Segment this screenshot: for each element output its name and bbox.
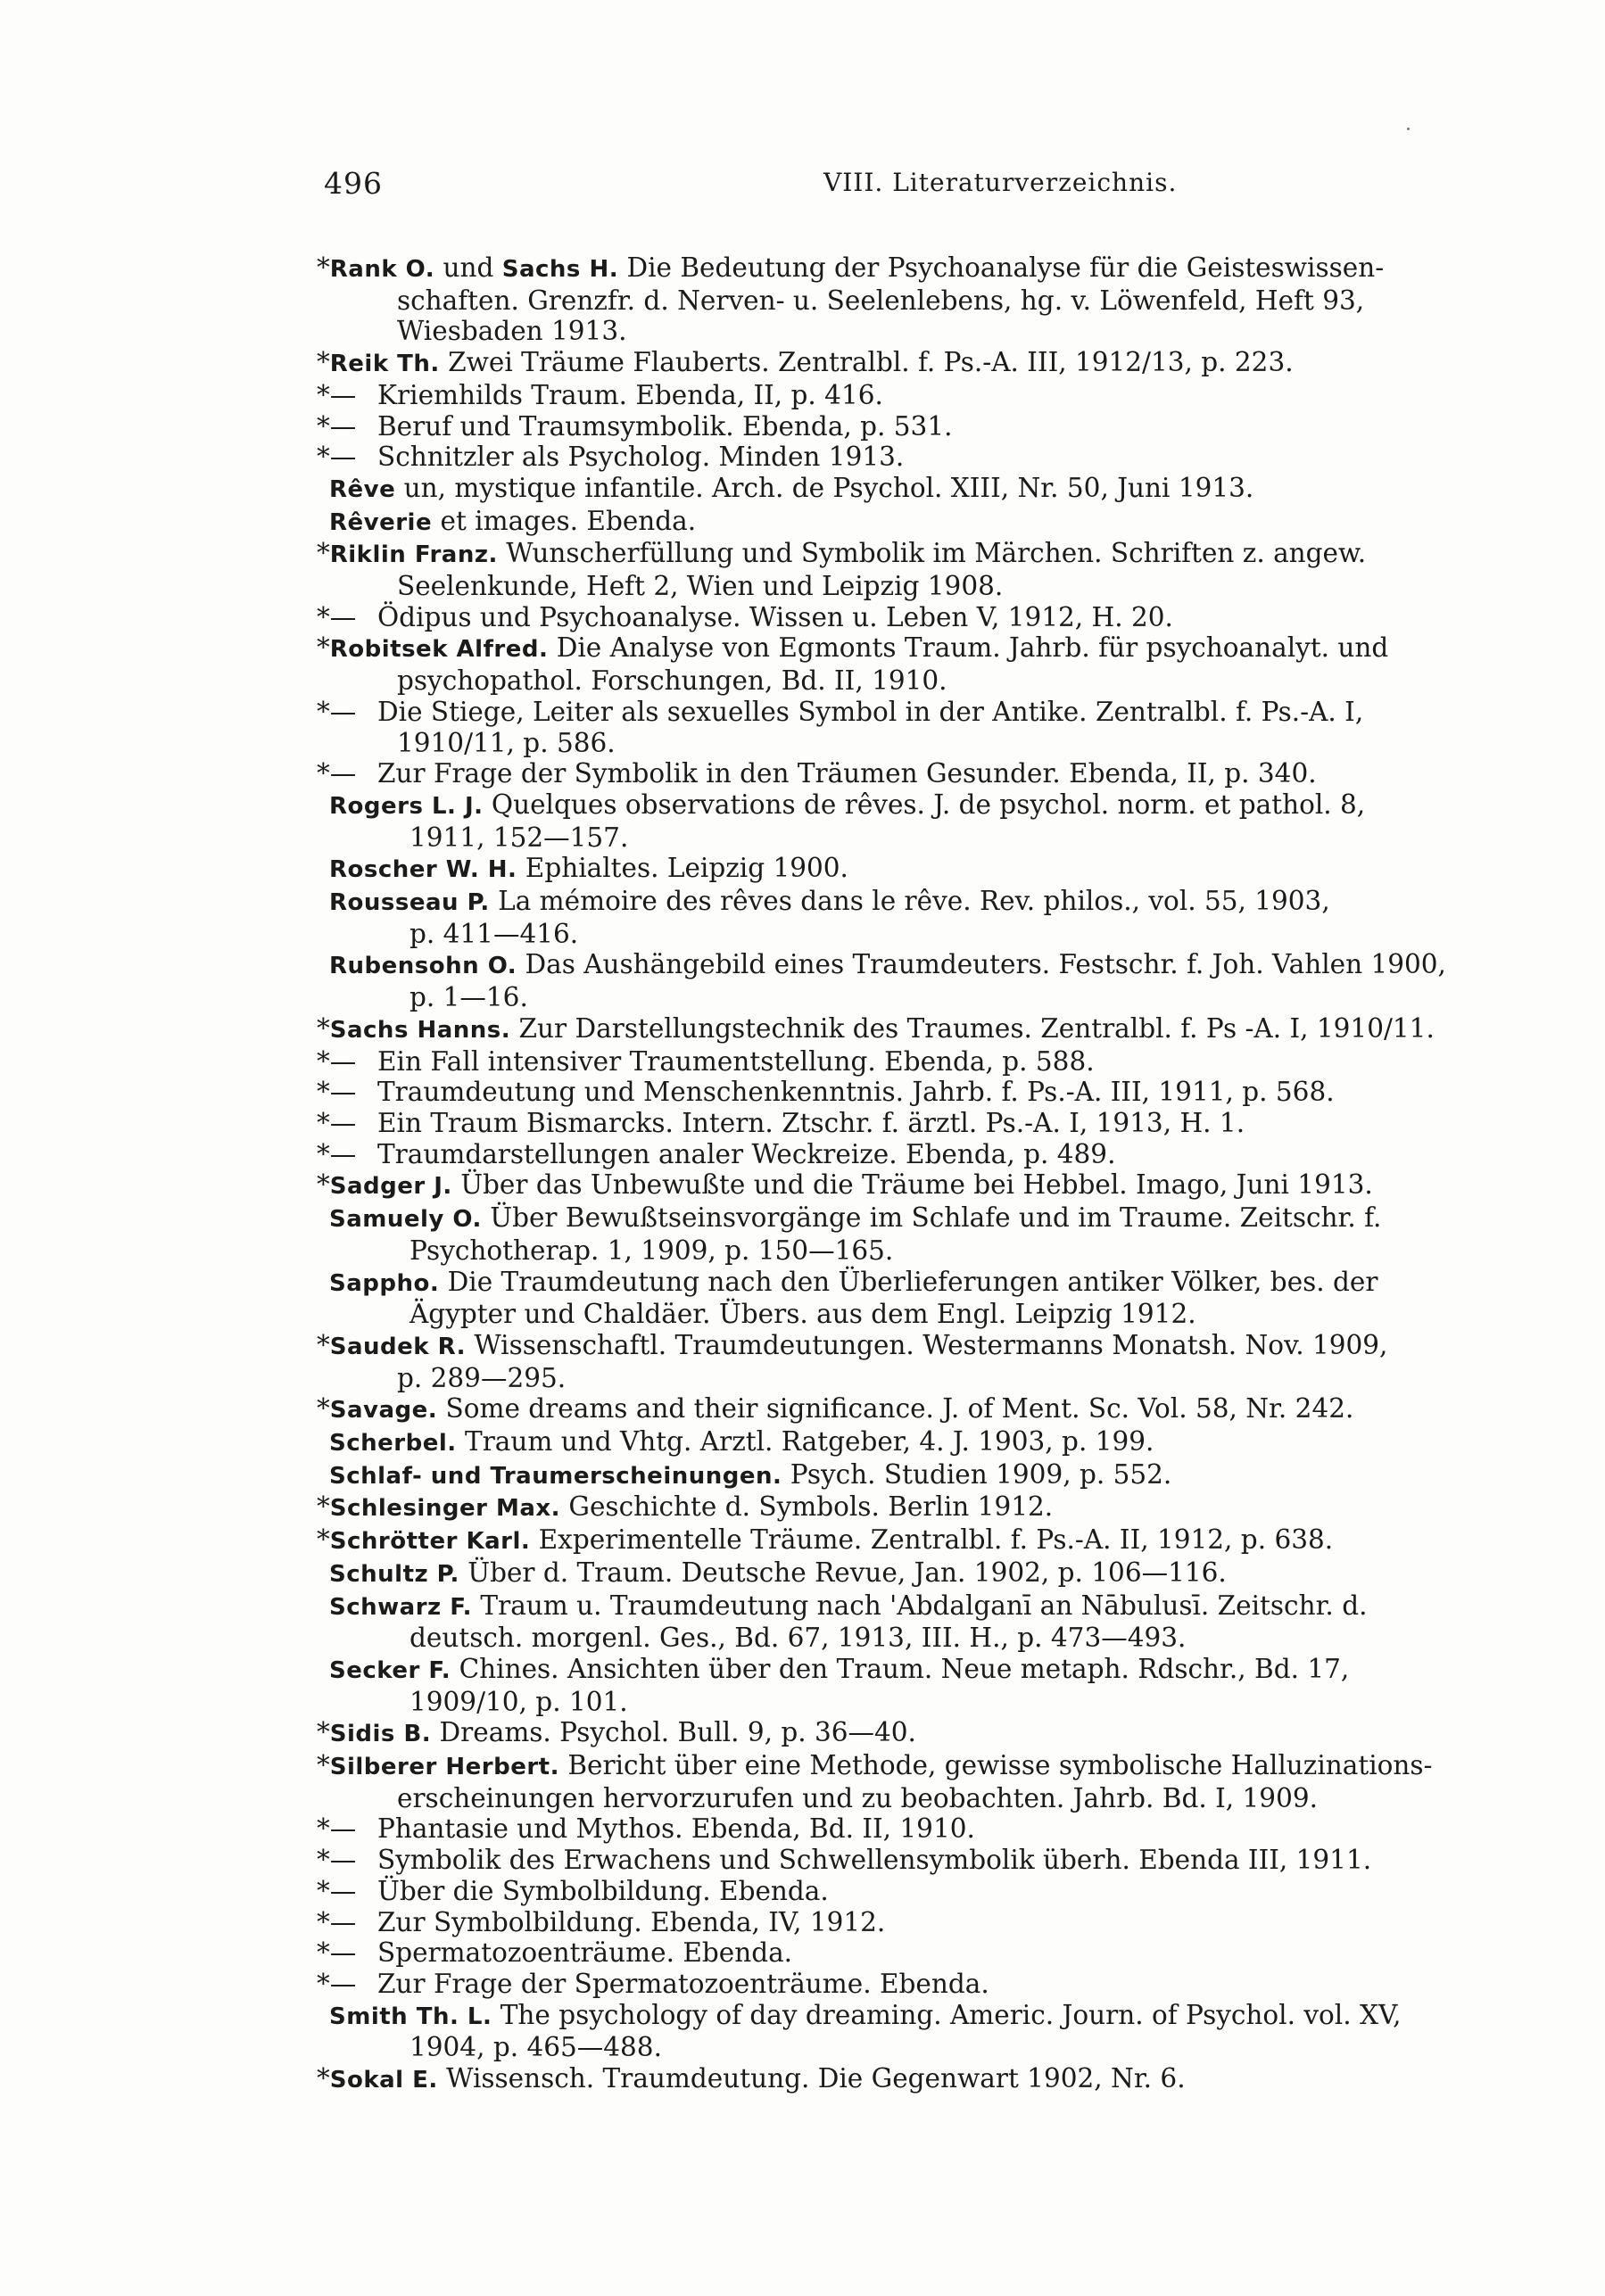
entry-marker: * xyxy=(317,632,330,664)
entry-marker: * xyxy=(317,1169,330,1201)
entry-text: Ein Traum Bismarcks. Intern. Ztschr. f. ärztl. Ps.-A. I, 1913, H. 1. xyxy=(377,1107,1245,1138)
entry-text: Zur Darstellungstechnik des Traumes. Zentralbl. f. Ps -A. I, 1910/11. xyxy=(510,1012,1435,1044)
entry-author: Sachs H. xyxy=(501,256,619,283)
entry-text: Symbolik des Erwachens und Schwellensymbolik überh. Ebenda III, 1911. xyxy=(377,1845,1372,1876)
entry-text: un, mystique infantile. Arch. de Psychol. XIII, Nr. 50, Juni 1913. xyxy=(395,472,1254,503)
entry-marker: *— xyxy=(317,1845,357,1876)
bibliography-entry xyxy=(317,789,1468,853)
entry-author: Sachs Hanns. xyxy=(329,1016,511,1044)
entry-author: Schultz P. xyxy=(329,1560,459,1588)
entry-author: Schwarz F. xyxy=(329,1593,473,1621)
entry-text-continuation: Wiesbaden 1913. xyxy=(397,316,627,347)
entry-author: Sokal E. xyxy=(329,2067,438,2094)
entry-text: Über Bewußtseinsvorgänge im Schlafe und im Traume. Zeitschr. f. xyxy=(481,1202,1382,1234)
entry-author: Savage. xyxy=(329,1397,438,1425)
bibliography-entry xyxy=(317,1876,1468,1907)
bibliography-entry xyxy=(317,411,1468,442)
entry-text: Über das Unbewußte und die Träume bei Hebbel. Imago, Juni 1913. xyxy=(451,1169,1373,1201)
entry-marker: * xyxy=(317,1491,330,1523)
entry-text: Wissensch. Traumdeutung. Die Gegenwart 1902, Nr. 6. xyxy=(437,2063,1186,2094)
bibliography-entry xyxy=(317,1108,1468,1139)
entry-text: Geschichte d. Symbols. Berlin 1912. xyxy=(560,1491,1054,1523)
entry-text: Traum und Vhtg. Arztl. Ratgeber, 4. J. 1903, p. 199. xyxy=(456,1426,1154,1458)
entry-author: Rank O. xyxy=(329,256,435,283)
entry-text: Zur Frage der Symbolik in den Träumen Gesunder. Ebenda, II, p. 340. xyxy=(377,758,1317,789)
bibliography-entry xyxy=(317,1169,1468,1202)
entry-author: Sappho. xyxy=(329,1269,440,1297)
entry-text: Traum u. Traumdeutung nach 'Abdalganī an Nābulusī. Zeitschr. d. xyxy=(472,1590,1368,1621)
entry-text-continuation: schaften. Grenzfr. d. Nerven- u. Seelenlebens, hg. v. Löwenfeld, Heft 93, xyxy=(397,285,1365,316)
entry-text: Schnitzler als Psycholog. Minden 1913. xyxy=(377,442,905,473)
bibliography-entry xyxy=(317,1426,1468,1459)
entry-author: Rêverie xyxy=(329,508,433,536)
bibliography-entry xyxy=(317,506,1468,539)
entry-author: Sidis B. xyxy=(329,1721,432,1748)
entry-text-continuation: deutsch. morgenl. Ges., Bd. 67, 1913, III. H., p. 473—493. xyxy=(410,1623,1187,1654)
entry-text: Über die Symbolbildung. Ebenda. xyxy=(377,1875,829,1906)
entry-author: Riklin Franz. xyxy=(329,541,498,569)
entry-marker: *— xyxy=(317,1138,357,1169)
entry-text-continuation: 1911, 152—157. xyxy=(410,822,629,853)
entry-text: Die Traumdeutung nach den Überlieferungen antiker Völker, bes. der xyxy=(439,1266,1378,1297)
entry-text: Quelques observations de rêves. J. de psychol. norm. et pathol. 8, xyxy=(483,789,1366,820)
bibliography-entry xyxy=(317,886,1468,949)
bibliography-entry xyxy=(317,1046,1468,1078)
entry-text: Zur Symbolbildung. Ebenda, IV, 1912. xyxy=(377,1906,886,1937)
entry-marker: *— xyxy=(317,410,357,442)
bibliography-entry xyxy=(317,1524,1468,1557)
entry-marker: *— xyxy=(317,601,357,632)
entry-marker: *— xyxy=(317,1045,357,1077)
bibliography-entry xyxy=(317,949,1468,1012)
bibliography-entry xyxy=(317,252,1468,347)
bibliography-entry xyxy=(317,1813,1468,1845)
bibliography-entry xyxy=(317,853,1468,886)
entry-text: Chines. Ansichten über den Traum. Neue metaph. Rdschr., Bd. 17, xyxy=(451,1653,1350,1684)
entry-text-continuation: erscheinungen hervorzurufen und zu beobachten. Jahrb. Bd. I, 1909. xyxy=(397,1782,1318,1813)
entry-text: Psych. Studien 1909, p. 552. xyxy=(782,1458,1172,1490)
bibliography-entry xyxy=(317,1845,1468,1876)
entry-text-continuation: Seelenkunde, Heft 2, Wien und Leipzig 1908. xyxy=(397,571,1004,602)
entry-text-continuation: 1909/10, p. 101. xyxy=(410,1686,628,1717)
bibliography-entry xyxy=(317,1590,1468,1654)
entry-text: et images. Ebenda. xyxy=(432,505,697,536)
page-number: 496 xyxy=(324,166,383,201)
entry-text: Das Aushängebild eines Traumdeuters. Festschr. f. Joh. Vahlen 1900, xyxy=(517,949,1446,980)
bibliography-entry xyxy=(317,1202,1468,1266)
entry-author: Smith Th. L. xyxy=(329,2003,492,2030)
entry-author: Robitsek Alfred. xyxy=(329,636,549,664)
entry-marker: *— xyxy=(317,1107,357,1138)
entry-marker: *— xyxy=(317,1937,357,1969)
entry-marker: * xyxy=(317,538,330,569)
bibliography-entry xyxy=(317,758,1468,789)
entry-author: Silberer Herbert. xyxy=(329,1754,559,1781)
entry-author: Scherbel. xyxy=(329,1430,457,1458)
entry-marker: *— xyxy=(317,1906,357,1937)
entry-text: Zur Frage der Spermatozoenträume. Ebenda. xyxy=(377,1968,989,1999)
bibliography-entry xyxy=(317,1077,1468,1108)
entry-marker: * xyxy=(317,1393,330,1425)
bibliography-entry xyxy=(317,538,1468,601)
bibliography-entry xyxy=(317,442,1468,473)
bibliography-entry xyxy=(317,1139,1468,1170)
bibliography-entry xyxy=(317,1330,1468,1393)
bibliography-entry xyxy=(317,1907,1468,1938)
entry-text: Traumdarstellungen analer Weckreize. Ebenda, p. 489. xyxy=(377,1138,1116,1169)
entry-marker: *— xyxy=(317,1077,357,1108)
entry-author: Rubensohn O. xyxy=(329,953,517,980)
entry-author: Rêve xyxy=(329,475,396,503)
bibliography-entry xyxy=(317,1557,1468,1590)
entry-text: Ein Fall intensiver Traumentstellung. Ebenda, p. 588. xyxy=(377,1045,1095,1077)
entry-marker: *— xyxy=(317,379,357,410)
entry-text: Zwei Träume Flauberts. Zentralbl. f. Ps.-A. III, 1912/13, p. 223. xyxy=(439,347,1294,378)
entry-text: Bericht über eine Methode, gewisse symbolische Halluzinations- xyxy=(558,1750,1433,1781)
entry-text: Beruf und Traumsymbolik. Ebenda, p. 531. xyxy=(377,410,953,442)
bibliography-entry xyxy=(317,1654,1468,1717)
entry-marker: *— xyxy=(317,758,357,789)
entry-author: Samuely O. xyxy=(329,1206,482,1234)
entry-text: Some dreams and their significance. J. of Ment. Sc. Vol. 58, Nr. 242. xyxy=(437,1393,1354,1425)
running-title: VIII. Literaturverzeichnis. xyxy=(823,168,1178,197)
bibliography-entry xyxy=(317,380,1468,411)
bibliography-entry xyxy=(317,1491,1468,1524)
entry-marker: * xyxy=(317,1717,330,1748)
entry-text: The psychology of day dreaming. Americ. Journ. of Psychol. vol. XV, xyxy=(492,1999,1402,2030)
bibliography-entry xyxy=(317,1393,1468,1426)
bibliography-entry xyxy=(317,1013,1468,1046)
entry-marker: *— xyxy=(317,1968,357,1999)
bibliography-entry xyxy=(317,602,1468,633)
bibliography-entry xyxy=(317,1937,1468,1969)
entry-author: Schlesinger Max. xyxy=(329,1495,561,1523)
entry-text-continuation: psychopathol. Forschungen, Bd. II, 1910. xyxy=(397,665,947,697)
entry-text: Wunscherfüllung und Symbolik im Märchen. Schriften z. angew. xyxy=(497,538,1367,569)
entry-marker: * xyxy=(317,252,330,283)
bibliography-list xyxy=(317,252,1468,2096)
entry-text: Ödipus und Psychoanalyse. Wissen u. Leben V, 1912, H. 20. xyxy=(377,601,1173,632)
entry-text-continuation: 1904, p. 465—488. xyxy=(410,2032,662,2063)
bibliography-entry xyxy=(317,1969,1468,2000)
entry-text: Spermatozoenträume. Ebenda. xyxy=(377,1937,793,1969)
bibliography-entry xyxy=(317,1459,1468,1492)
entry-conjunction: und xyxy=(434,252,502,283)
entry-marker: * xyxy=(317,1012,330,1044)
entry-author: Schrötter Karl. xyxy=(329,1528,531,1556)
entry-author: Schlaf- und Traumerscheinungen. xyxy=(329,1462,782,1490)
entry-text: Die Bedeutung der Psychoanalyse für die Geisteswissen- xyxy=(618,252,1385,283)
entry-text: Phantasie und Mythos. Ebenda, Bd. II, 1910. xyxy=(377,1813,975,1845)
bibliography-entry xyxy=(317,2063,1468,2096)
entry-text-continuation: Psychotherap. 1, 1909, p. 150—165. xyxy=(410,1235,894,1266)
entry-text: Die Analyse von Egmonts Traum. Jahrb. für psychoanalyt. und xyxy=(548,632,1389,664)
entry-text-continuation: p. 411—416. xyxy=(410,918,579,949)
entry-author: Rousseau P. xyxy=(329,889,490,917)
print-speck xyxy=(1407,128,1410,130)
bibliography-entry xyxy=(317,697,1468,758)
entry-marker: *— xyxy=(317,1813,357,1845)
entry-text-continuation: Ägypter und Chaldäer. Übers. aus dem Engl. Leipzig 1912. xyxy=(410,1299,1196,1330)
entry-marker: *— xyxy=(317,696,357,727)
entry-marker: * xyxy=(317,1524,330,1556)
page-header xyxy=(324,166,1475,212)
entry-author: Saudek R. xyxy=(329,1333,466,1360)
bibliography-entry xyxy=(317,473,1468,506)
entry-text: Traumdeutung und Menschenkenntnis. Jahrb. f. Ps.-A. III, 1911, p. 568. xyxy=(377,1077,1335,1108)
bibliography-entry xyxy=(317,1717,1468,1750)
entry-text-continuation: p. 1—16. xyxy=(410,982,528,1013)
entry-marker: * xyxy=(317,347,330,378)
entry-author: Rogers L. J. xyxy=(329,792,484,820)
bibliography-entry xyxy=(317,2000,1468,2063)
entry-text: Die Stiege, Leiter als sexuelles Symbol in der Antike. Zentralbl. f. Ps.-A. I, xyxy=(377,696,1364,727)
entry-text: Dreams. Psychol. Bull. 9, p. 36—40. xyxy=(431,1717,916,1748)
bibliography-entry xyxy=(317,347,1468,380)
entry-author: Reik Th. xyxy=(329,351,440,378)
bibliography-entry xyxy=(317,1267,1468,1330)
entry-text-continuation: 1910/11, p. 586. xyxy=(397,727,616,758)
entry-author: Roscher W. H. xyxy=(329,856,517,884)
entry-text: La mémoire des rêves dans le rêve. Rev. philos., vol. 55, 1903, xyxy=(489,886,1330,917)
entry-author: Sadger J. xyxy=(329,1173,452,1201)
entry-text-continuation: p. 289—295. xyxy=(397,1362,567,1393)
entry-text: Ephialtes. Leipzig 1900. xyxy=(517,853,848,884)
entry-marker: *— xyxy=(317,442,357,473)
entry-text: Kriemhilds Traum. Ebenda, II, p. 416. xyxy=(377,379,883,410)
bibliography-entry xyxy=(317,632,1468,696)
entry-text: Über d. Traum. Deutsche Revue, Jan. 1902, p. 106—116. xyxy=(459,1557,1227,1588)
entry-marker: * xyxy=(317,2063,330,2094)
entry-author: Secker F. xyxy=(329,1656,451,1684)
entry-marker: * xyxy=(317,1329,330,1360)
bibliography-entry xyxy=(317,1750,1468,1813)
entry-marker: *— xyxy=(317,1875,357,1906)
entry-text: Wissenschaftl. Traumdeutungen. Westermanns Monatsh. Nov. 1909, xyxy=(466,1329,1388,1360)
entry-marker: * xyxy=(317,1750,330,1781)
entry-text: Experimentelle Träume. Zentralbl. f. Ps.-A. II, 1912, p. 638. xyxy=(530,1524,1334,1556)
